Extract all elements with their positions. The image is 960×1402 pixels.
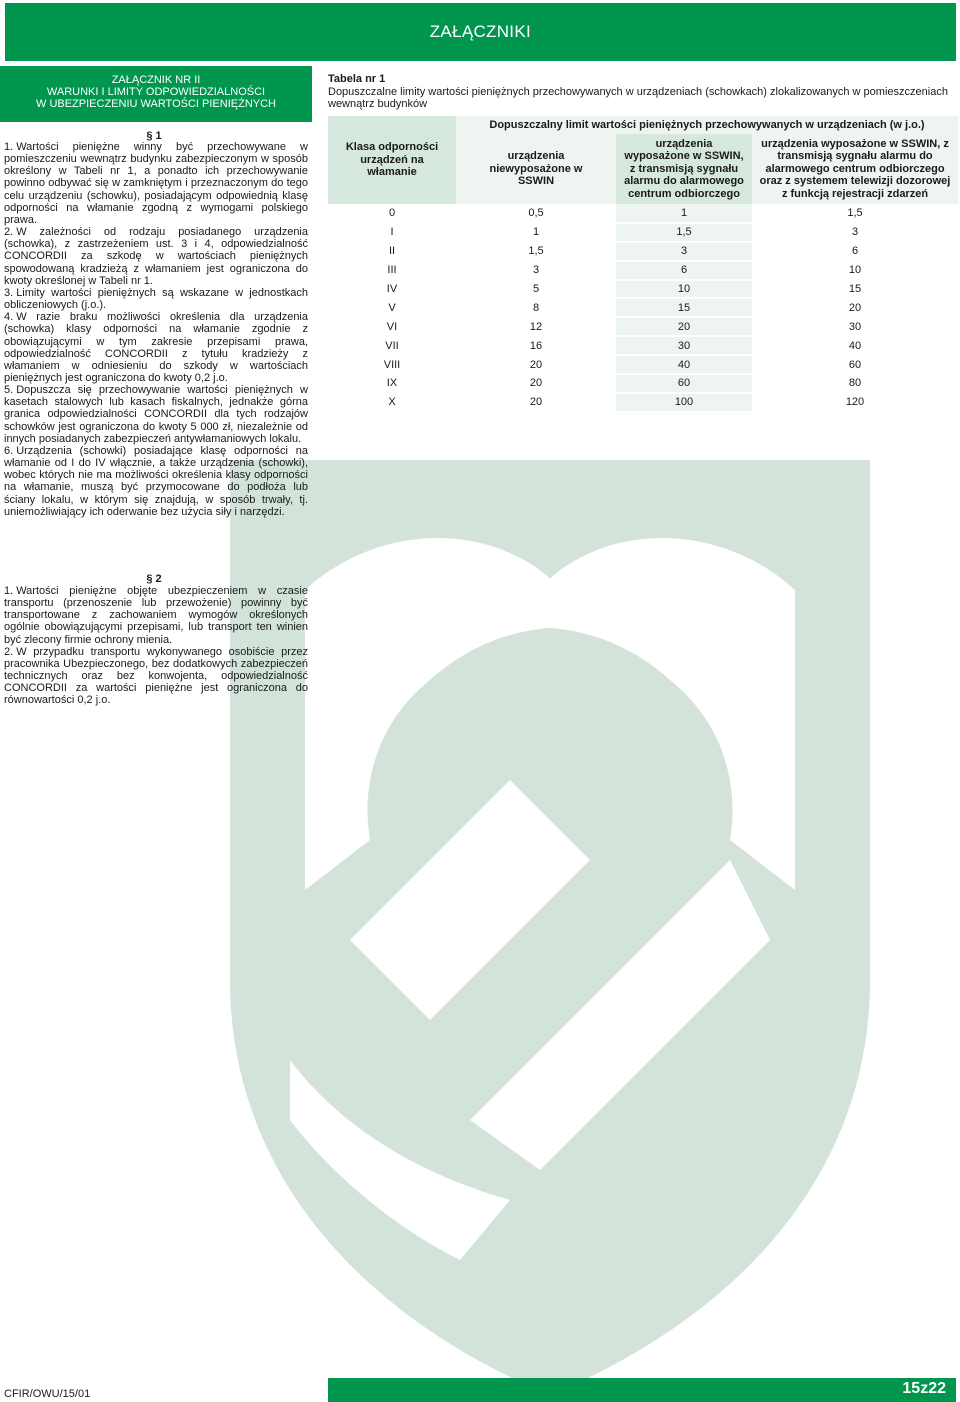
table-cell-limit: 3: [752, 223, 958, 242]
table-cell-limit: 1,5: [616, 223, 752, 242]
paragraph-number: 2.: [4, 645, 14, 658]
table-caption: [328, 73, 958, 111]
table-cell-limit: 20: [456, 393, 616, 412]
table-cell-limit: 1: [616, 204, 752, 223]
table-cell-class: VII: [328, 336, 456, 355]
table-cell-limit: 8: [456, 298, 616, 317]
table-cell-class: II: [328, 242, 456, 261]
annex-title-line-1: WARUNKI I LIMITY ODPOWIEDZIALNOŚCI: [46, 86, 266, 98]
table-row: [328, 280, 958, 299]
table-cell-class: IX: [328, 374, 456, 393]
paragraph-text: Dopuszcza się przechowywanie wartości pieniężnych w kasetach stalowych lub kasach fiskalnych, jednakże górna granica odpowiedzialności CONCORDII dla tych rodzajów schowków jest ograniczona do kwoty 5 000 zł, niezależnie od innych posiadanych zabezpieczeń antywłamaniowych lokalu.: [4, 384, 308, 445]
table-cell-limit: 80: [752, 374, 958, 393]
table-cell-limit: 120: [752, 393, 958, 412]
section-1-paragraph-2: [4, 226, 308, 287]
table-row: [328, 374, 958, 393]
page-header-title: ZAŁĄCZNIKI: [429, 22, 531, 41]
annex-number: ZAŁĄCZNIK NR II: [111, 74, 201, 86]
paragraph-number: 1.: [4, 585, 14, 597]
table-cell-limit: 40: [616, 355, 752, 374]
table-cell-limit: 3: [456, 261, 616, 280]
table-cell-limit: 20: [456, 355, 616, 374]
section-1-paragraph-3: [4, 287, 308, 311]
table-cell-limit: 100: [616, 393, 752, 412]
table-row: [328, 336, 958, 355]
section-2-paragraph-2: [4, 646, 308, 707]
limits-table: [328, 116, 958, 413]
column-header-no-sswin: urządzenia niewyposażone w SSWIN: [456, 134, 616, 204]
column-header-class: Klasa odporności urządzeń na włamanie: [328, 116, 456, 204]
footer-bar: [328, 1378, 956, 1402]
paragraph-text: Wartości pieniężne objęte ubezpieczeniem w czasie transportu (przenoszenie lub przewożenie) powinny być transportowane z zachowaniem wymogów określonych ogólnie obowiązującymi przepisami, lub transport ten winien być zlecony firmie ochrony mienia.: [4, 585, 308, 646]
section-1-body: [4, 141, 308, 518]
table-cell-limit: 6: [752, 242, 958, 261]
table-cell-limit: 30: [616, 336, 752, 355]
table-row: [328, 393, 958, 412]
table-row: [328, 223, 958, 242]
page-number: 15z22: [902, 1380, 946, 1397]
section-1-mark: § 1: [146, 130, 162, 142]
table-row: [328, 261, 958, 280]
table-row: [328, 355, 958, 374]
table-cell-limit: 10: [752, 261, 958, 280]
annex-heading-panel: [0, 66, 312, 122]
table-cell-limit: 40: [752, 336, 958, 355]
table-cell-limit: 20: [456, 374, 616, 393]
table-cell-limit: 1,5: [456, 242, 616, 261]
paragraph-text: Limity wartości pieniężnych są wskazane w jednostkach obliczeniowych (j.o.).: [4, 286, 308, 312]
table-cell-limit: 12: [456, 317, 616, 336]
table-cell-class: V: [328, 298, 456, 317]
table-row: [328, 204, 958, 223]
table-cell-limit: 15: [616, 298, 752, 317]
table-cell-class: VI: [328, 317, 456, 336]
paragraph-number: 3.: [4, 286, 14, 299]
table-cell-limit: 20: [752, 298, 958, 317]
section-2-body: [4, 585, 308, 707]
paragraph-text: Wartości pieniężne winny być przechowywane w pomieszczeniu wewnątrz budynku zabezpieczonym w sposób określony w Tabeli nr 1, a ponadto ich przechowywanie powinno odbywać się w zamkniętym i przeznaczonym do tego celu urządzeniu (schowku), posiadającym odpowiednią klasę odporności na włamanie zgodną z wymogami polskiego prawa.: [4, 141, 308, 226]
table-cell-limit: 60: [616, 374, 752, 393]
concordia-shield-logo-icon: [210, 420, 890, 1400]
table-cell-limit: 3: [616, 242, 752, 261]
paragraph-number: 6.: [4, 444, 14, 457]
header-bar: [5, 3, 956, 61]
table-cell-class: I: [328, 223, 456, 242]
limits-table-body: [328, 204, 958, 412]
table-cell-limit: 30: [752, 317, 958, 336]
paragraph-number: 1.: [4, 141, 14, 153]
column-header-sswin-cctv: urządzenia wyposażone w SSWIN, z transmisją sygnału alarmu do alarmowego centrum odbiorczego oraz z systemem telewizji dozorowej z funkcją rejestracji zdarzeń: [752, 134, 958, 204]
column-header-sswin-transmission: urządzenia wyposażone w SSWIN, z transmisją sygnału alarmu do alarmowego centrum odbiorczego: [616, 134, 752, 204]
paragraph-text: W razie braku możliwości określenia dla urządzenia (schowka) klasy odporności na włamanie zgodnie z obowiązującymi w tym zakresie przepisami prawa, odpowiedzialność CONCORDII z tytułu kradzieży z włamaniem w odniesieniu do szkody w wartościach pieniężnych jest ograniczona do kwoty 0,2 j.o.: [4, 311, 308, 384]
annex-title-line-2: W UBEZPIECZENIU WARTOŚCI PIENIĘŻNYCH: [36, 98, 276, 110]
table-cell-limit: 60: [752, 355, 958, 374]
table-cell-limit: 5: [456, 280, 616, 299]
section-1-paragraph-4: [4, 311, 308, 384]
section-2-mark: § 2: [146, 573, 162, 585]
paragraph-text: Urządzenia (schowki) posiadające klasę odporności na włamanie od I do IV włącznie, a także urządzenia (schowki), wobec których nie ma możliwości określenia klasy odporności na włamanie, muszą być przymocowane do podłoża lub ściany lokalu, w którym się znajdują, w sposób trwały, tj. uniemożliwiający ich oderwanie bez użycia siły i narzędzi.: [4, 444, 308, 518]
table-cell-class: 0: [328, 204, 456, 223]
table-row: [328, 298, 958, 317]
table-row: [328, 242, 958, 261]
table-cell-limit: 15: [752, 280, 958, 299]
section-2-paragraph-1: [4, 585, 308, 646]
table-description: Dopuszczalne limity wartości pieniężnych przechowywanych w urządzeniach (schowkach) zlokalizowanych w pomieszczeniach wewnątrz budynków: [328, 85, 948, 110]
table-cell-limit: 20: [616, 317, 752, 336]
paragraph-number: 4.: [4, 311, 14, 324]
table-cell-limit: 16: [456, 336, 616, 355]
table-cell-class: X: [328, 393, 456, 412]
table-cell-limit: 0,5: [456, 204, 616, 223]
section-1-paragraph-1: [4, 141, 308, 226]
paragraph-number: 5.: [4, 384, 14, 397]
table-cell-class: VIII: [328, 355, 456, 374]
paragraph-text: W zależności od rodzaju posiadanego urządzenia (schowka), z zastrzeżeniem ust. 3 i 4, odpowiedzialność CONCORDII za szkodę w wartościach pieniężnych spowodowaną kradzieżą z włamaniem jest ograniczona do kwoty określonej w Tabeli nr 1.: [4, 226, 308, 287]
paragraph-text: W przypadku transportu wykonywanego osobiście przez pracownika Ubezpieczonego, bez dodatkowych zabezpieczeń technicznych oraz bez konwojenta, odpowiedzialność CONCORDII za wartości pieniężne jest ograniczona do równowartości 0,2 j.o.: [4, 645, 308, 707]
table-cell-limit: 10: [616, 280, 752, 299]
document-code: CFIR/OWU/15/01: [4, 1388, 91, 1400]
section-1-paragraph-5: [4, 384, 308, 445]
table-title: Tabela nr 1: [328, 73, 386, 85]
table-cell-class: III: [328, 261, 456, 280]
column-group-header: Dopuszczalny limit wartości pieniężnych przechowywanych w urządzeniach (w j.o.): [456, 116, 958, 134]
paragraph-number: 2.: [4, 226, 14, 239]
table-row: [328, 317, 958, 336]
table-cell-limit: 1,5: [752, 204, 958, 223]
table-cell-limit: 1: [456, 223, 616, 242]
section-1-paragraph-6: [4, 445, 308, 518]
table-cell-limit: 6: [616, 261, 752, 280]
table-cell-class: IV: [328, 280, 456, 299]
